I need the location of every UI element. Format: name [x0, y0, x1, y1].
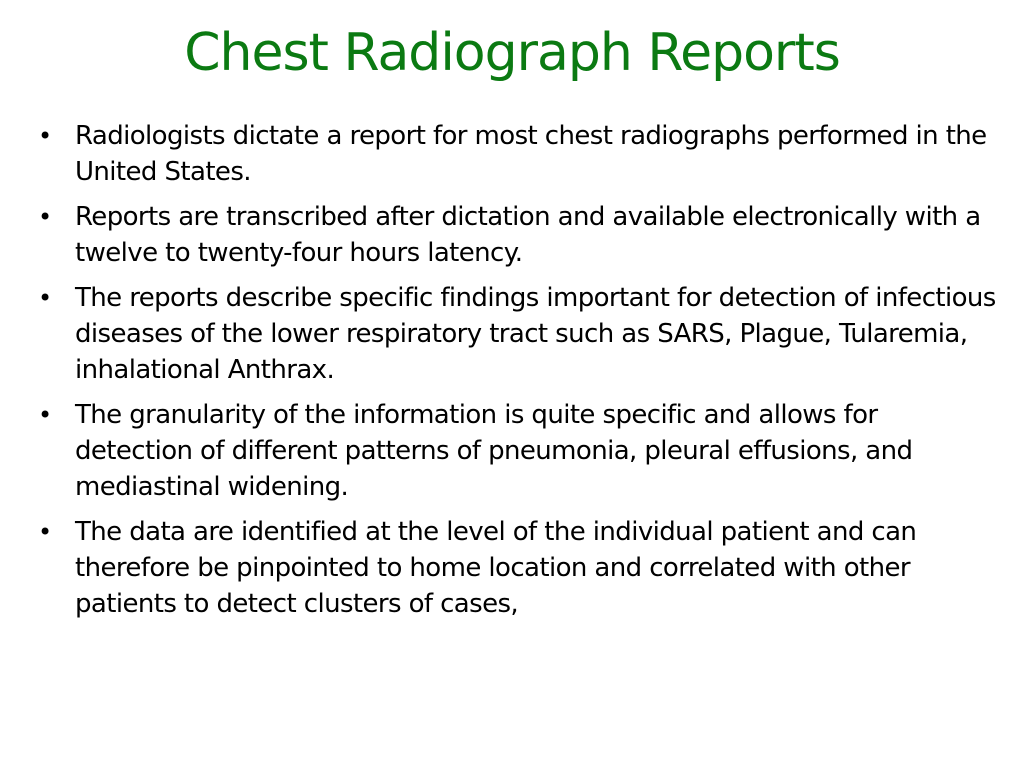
bullet-text: The granularity of the information is quite specific and allows for detection of different patterns of pneumonia, pleural effusions, and mediastinal widening. [75, 400, 913, 502]
bullet-item [36, 397, 996, 505]
bullet-list [36, 118, 996, 631]
bullet-item [36, 514, 996, 622]
bullet-text: The reports describe specific findings important for detection of infectious diseases of the lower respiratory tract such as SARS, Plague, Tularemia, inhalational Anthrax. [75, 283, 996, 385]
bullet-dot-icon: • [38, 518, 52, 546]
slide-title: Chest Radiograph Reports [184, 23, 840, 83]
bullet-dot-icon: • [38, 401, 52, 429]
bullet-item [36, 280, 996, 388]
bullet-dot-icon: • [38, 122, 52, 150]
bullet-text: Reports are transcribed after dictation and available electronically with a twelve to twenty-four hours latency. [75, 202, 981, 268]
bullet-item [36, 118, 996, 190]
bullet-item [36, 199, 996, 271]
bullet-text: Radiologists dictate a report for most chest radiographs performed in the United States. [75, 121, 987, 187]
bullet-dot-icon: • [38, 203, 52, 231]
bullet-dot-icon: • [38, 284, 52, 312]
bullet-text: The data are identified at the level of the individual patient and can therefore be pinpointed to home location and correlated with other patients to detect clusters of cases, [75, 517, 917, 619]
